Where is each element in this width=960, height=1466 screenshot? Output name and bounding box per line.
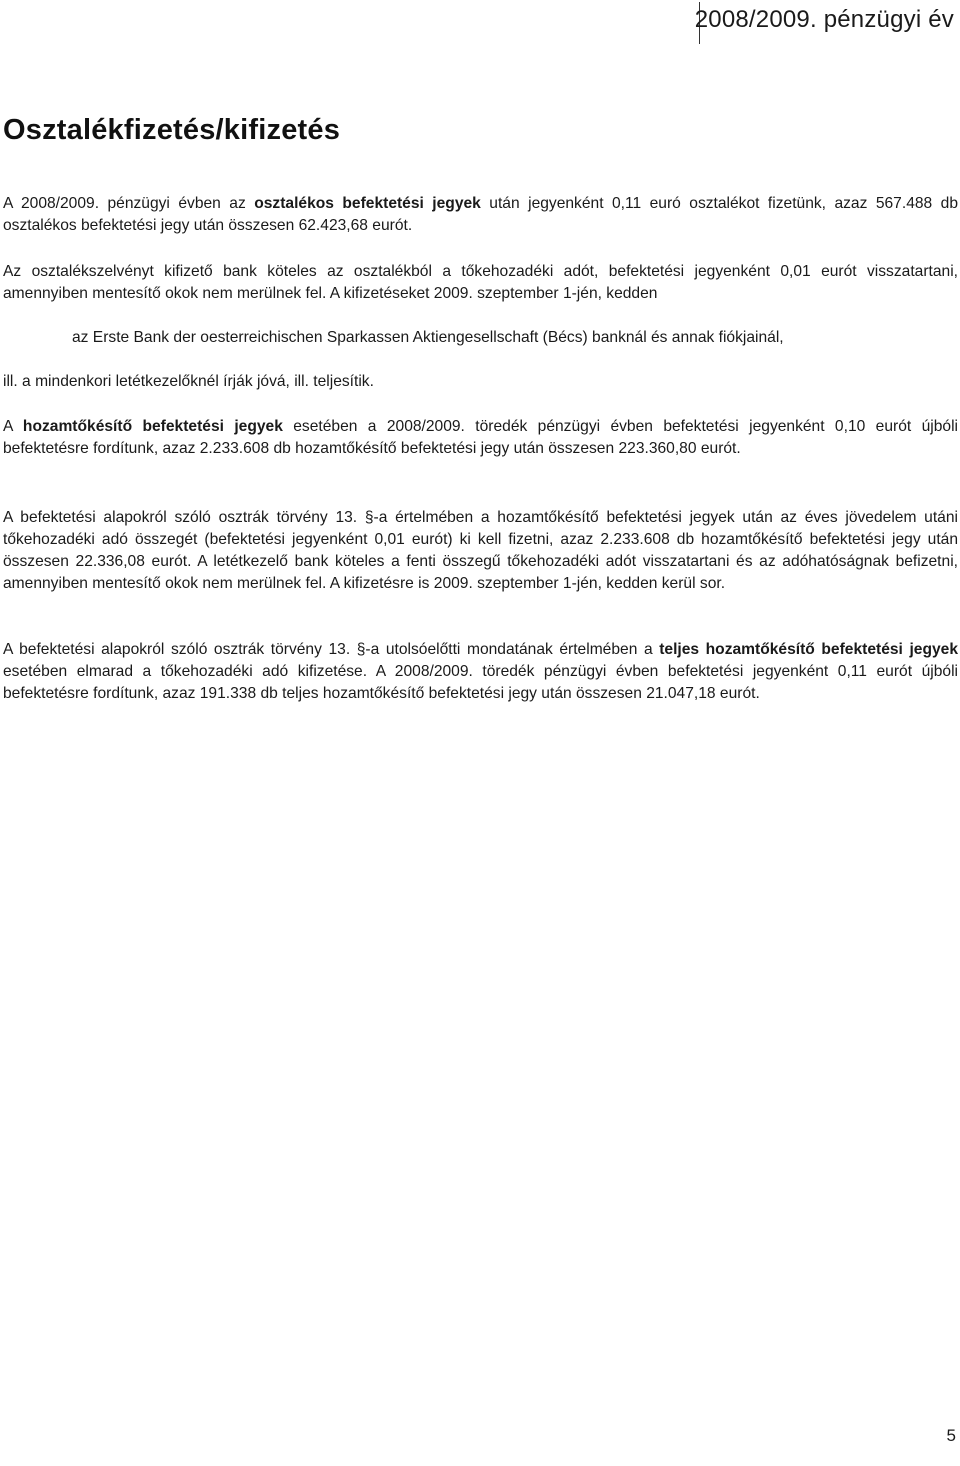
p7-text-c: esetében elmarad a tőkehozadéki adó kifizetése. A 2008/2009. töredék pénzügyi évben befektetési jegyenként 0,11 eurót újbóli befektetésre fordítunk, azaz 191.338 db teljes hozamtőkésítő befektetési jegy után összesen 21.047,18 eurót. [3,663,958,702]
paragraph-dividend-payment [3,193,958,237]
paragraph-bank: az Erste Bank der oesterreichischen Sparkassen Aktiengesellschaft (Bécs) banknál és annak fiókjainál, [72,329,784,346]
paragraph-withholding: Az osztalékszelvényt kifizető bank köteles az osztalékból a tőkehozadéki adót, befektetési jegyenként 0,01 eurót visszatartani, amennyiben mentesítő okok nem merülnek fel. A kifizetéseket 2009. szeptember 1-jén, kedden [3,263,958,302]
p5-text-a: A [3,418,23,435]
paragraph-accumulating [3,416,958,460]
paragraph-custodians: ill. a mindenkori letétkezelőknél írják jóvá, ill. teljesítik. [3,373,374,390]
running-header: 2008/2009. pénzügyi év [694,6,954,33]
paragraph-tax-law: A befektetési alapokról szóló osztrák törvény 13. §-a értelmében a hozamtőkésítő befektetési jegyek után az éves jövedelem utáni tőkehozadéki adó összegét (befektetési jegyenként 0,01 eurót) ki kell fizetni, azaz 2.233.608 db hozamtőkésítő befektetési jegy után összesen 22.336,08 eurót. A letétkezelő bank köteles a fenti összegű tőkehozadéki adót visszatartani és az adóhatóságnak befizetni, amennyiben mentesítő okok nem merülnek fel. A kifizetésre is 2009. szeptember 1-jén, kedden kerül sor. [3,509,958,592]
paragraph-full-accumulating [3,639,958,705]
page-title: Osztalékfizetés/kifizetés [3,114,341,146]
p5-text-c: esetében a 2008/2009. töredék pénzügyi évben befektetési jegyenként 0,10 eurót újbóli befektetésre fordítunk, azaz 2.233.608 db hozamtőkésítő befektetési jegy után összesen 223.360,80 eurót. [3,418,958,457]
p1-bold-term: osztalékos befektetési jegyek [254,195,481,212]
p1-text-c: után jegyenként 0,11 euró osztalékot fizetünk, azaz 567.488 db osztalékos befektetési jegy után összesen 62.423,68 eurót. [3,195,959,234]
page-number: 5 [946,1426,956,1445]
p7-bold-term: teljes hozamtőkésítő befektetési jegyek [659,641,958,658]
p1-text-a: A 2008/2009. pénzügyi évben az [3,195,255,212]
p7-text-a: A befektetési alapokról szóló osztrák törvény 13. §-a utolsóelőtti mondatának értelmében a [3,641,660,658]
p5-bold-term: hozamtőkésítő befektetési jegyek [22,418,283,435]
